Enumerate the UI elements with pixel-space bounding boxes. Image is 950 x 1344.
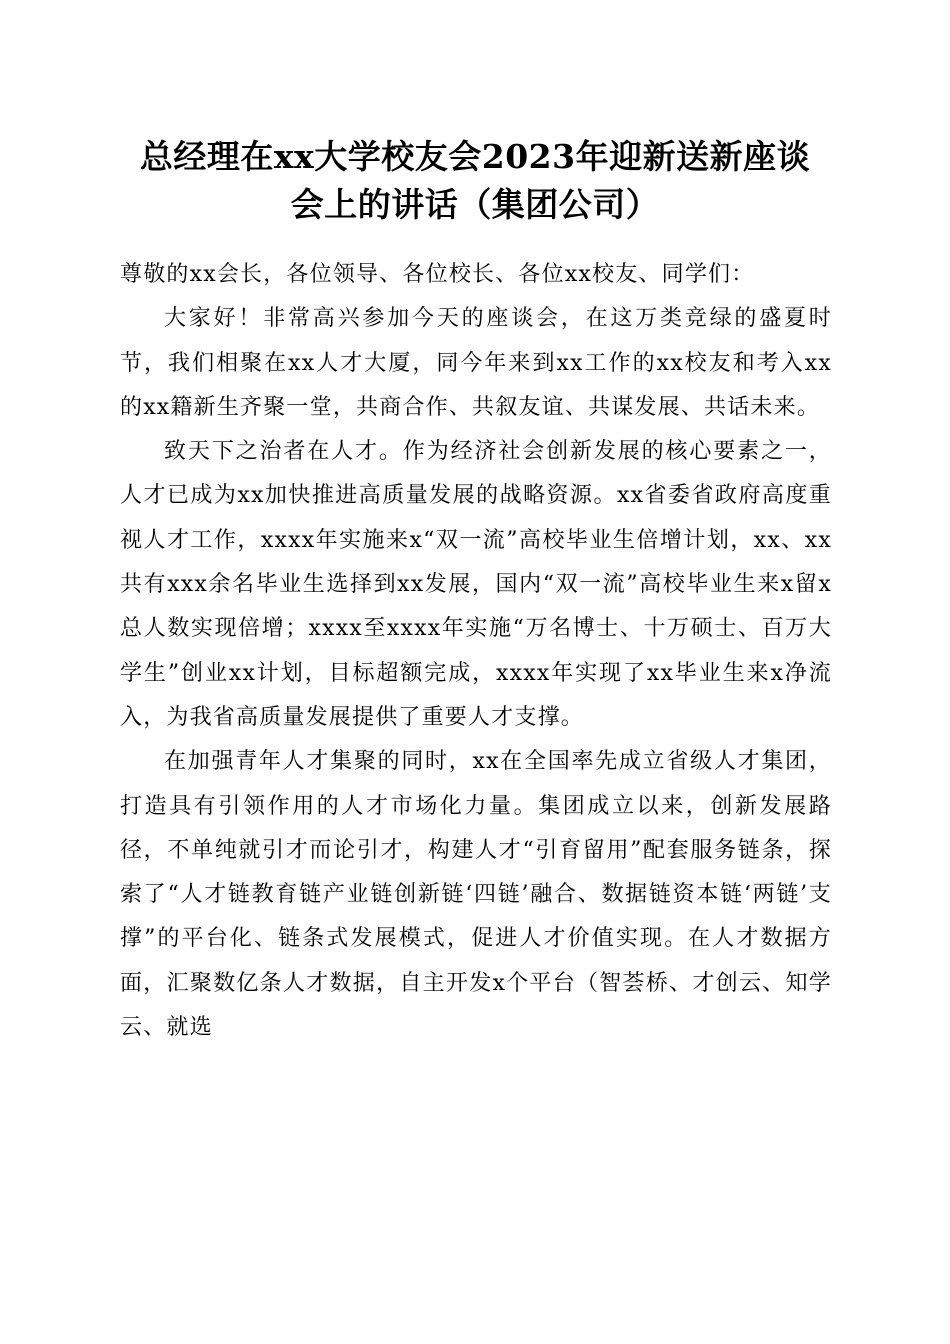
paragraph-greeting: 大家好！非常高兴参加今天的座谈会，在这万类竞绿的盛夏时节，我们相聚在xx人才大厦，同今年来到xx工作的xx校友和考入xx的xx籍新生齐聚一堂，共商合作、共叙友谊、共谋发展、共话未来。 bbox=[120, 306, 832, 420]
salutation: 尊敬的xx会长，各位领导、各位校长、各位xx校友、同学们： bbox=[120, 262, 755, 287]
document-body bbox=[120, 253, 832, 1050]
paragraph-talent-policy: 致天下之治者在人才。作为经济社会创新发展的核心要素之一，人才已成为xx加快推进高质量发展的战略资源。xx省委省政府高度重视人才工作，xxxx年实施来x“双一流”高校毕业生倍增计划，xx、xx共有xxx余名毕业生选择到xx发展，国内“双一流”高校毕业生来x留x总人数实现倍增；xxxx至xxxx年实施“万名博士、十万硕士、百万大学生”创业xx计划，目标超额完成，xxxx年实现了xx毕业生来x净流入，为我省高质量发展提供了重要人才支撑。 bbox=[120, 439, 832, 730]
title-line-2: 会上的讲话（集团公司） bbox=[290, 185, 660, 224]
title-line-1: 总经理在xx大学校友会2023年迎新送新座谈 bbox=[139, 137, 811, 176]
paragraph-talent-group: 在加强青年人才集聚的同时，xx在全国率先成立省级人才集团，打造具有引领作用的人才市场化力量。集团成立以来，创新发展路径，不单纯就引才而论引才，构建人才“引育留用”配套服务链条，探索了“人才链教育链产业链创新链‘四链’融合、数据链资本链‘两链’支撑”的平台化、链条式发展模式，促进人才价值实现。在人才数据方面，汇聚数亿条人才数据，自主开发x个平台（智荟桥、才创云、知学云、就选 bbox=[120, 749, 832, 1041]
document-title bbox=[110, 133, 840, 229]
